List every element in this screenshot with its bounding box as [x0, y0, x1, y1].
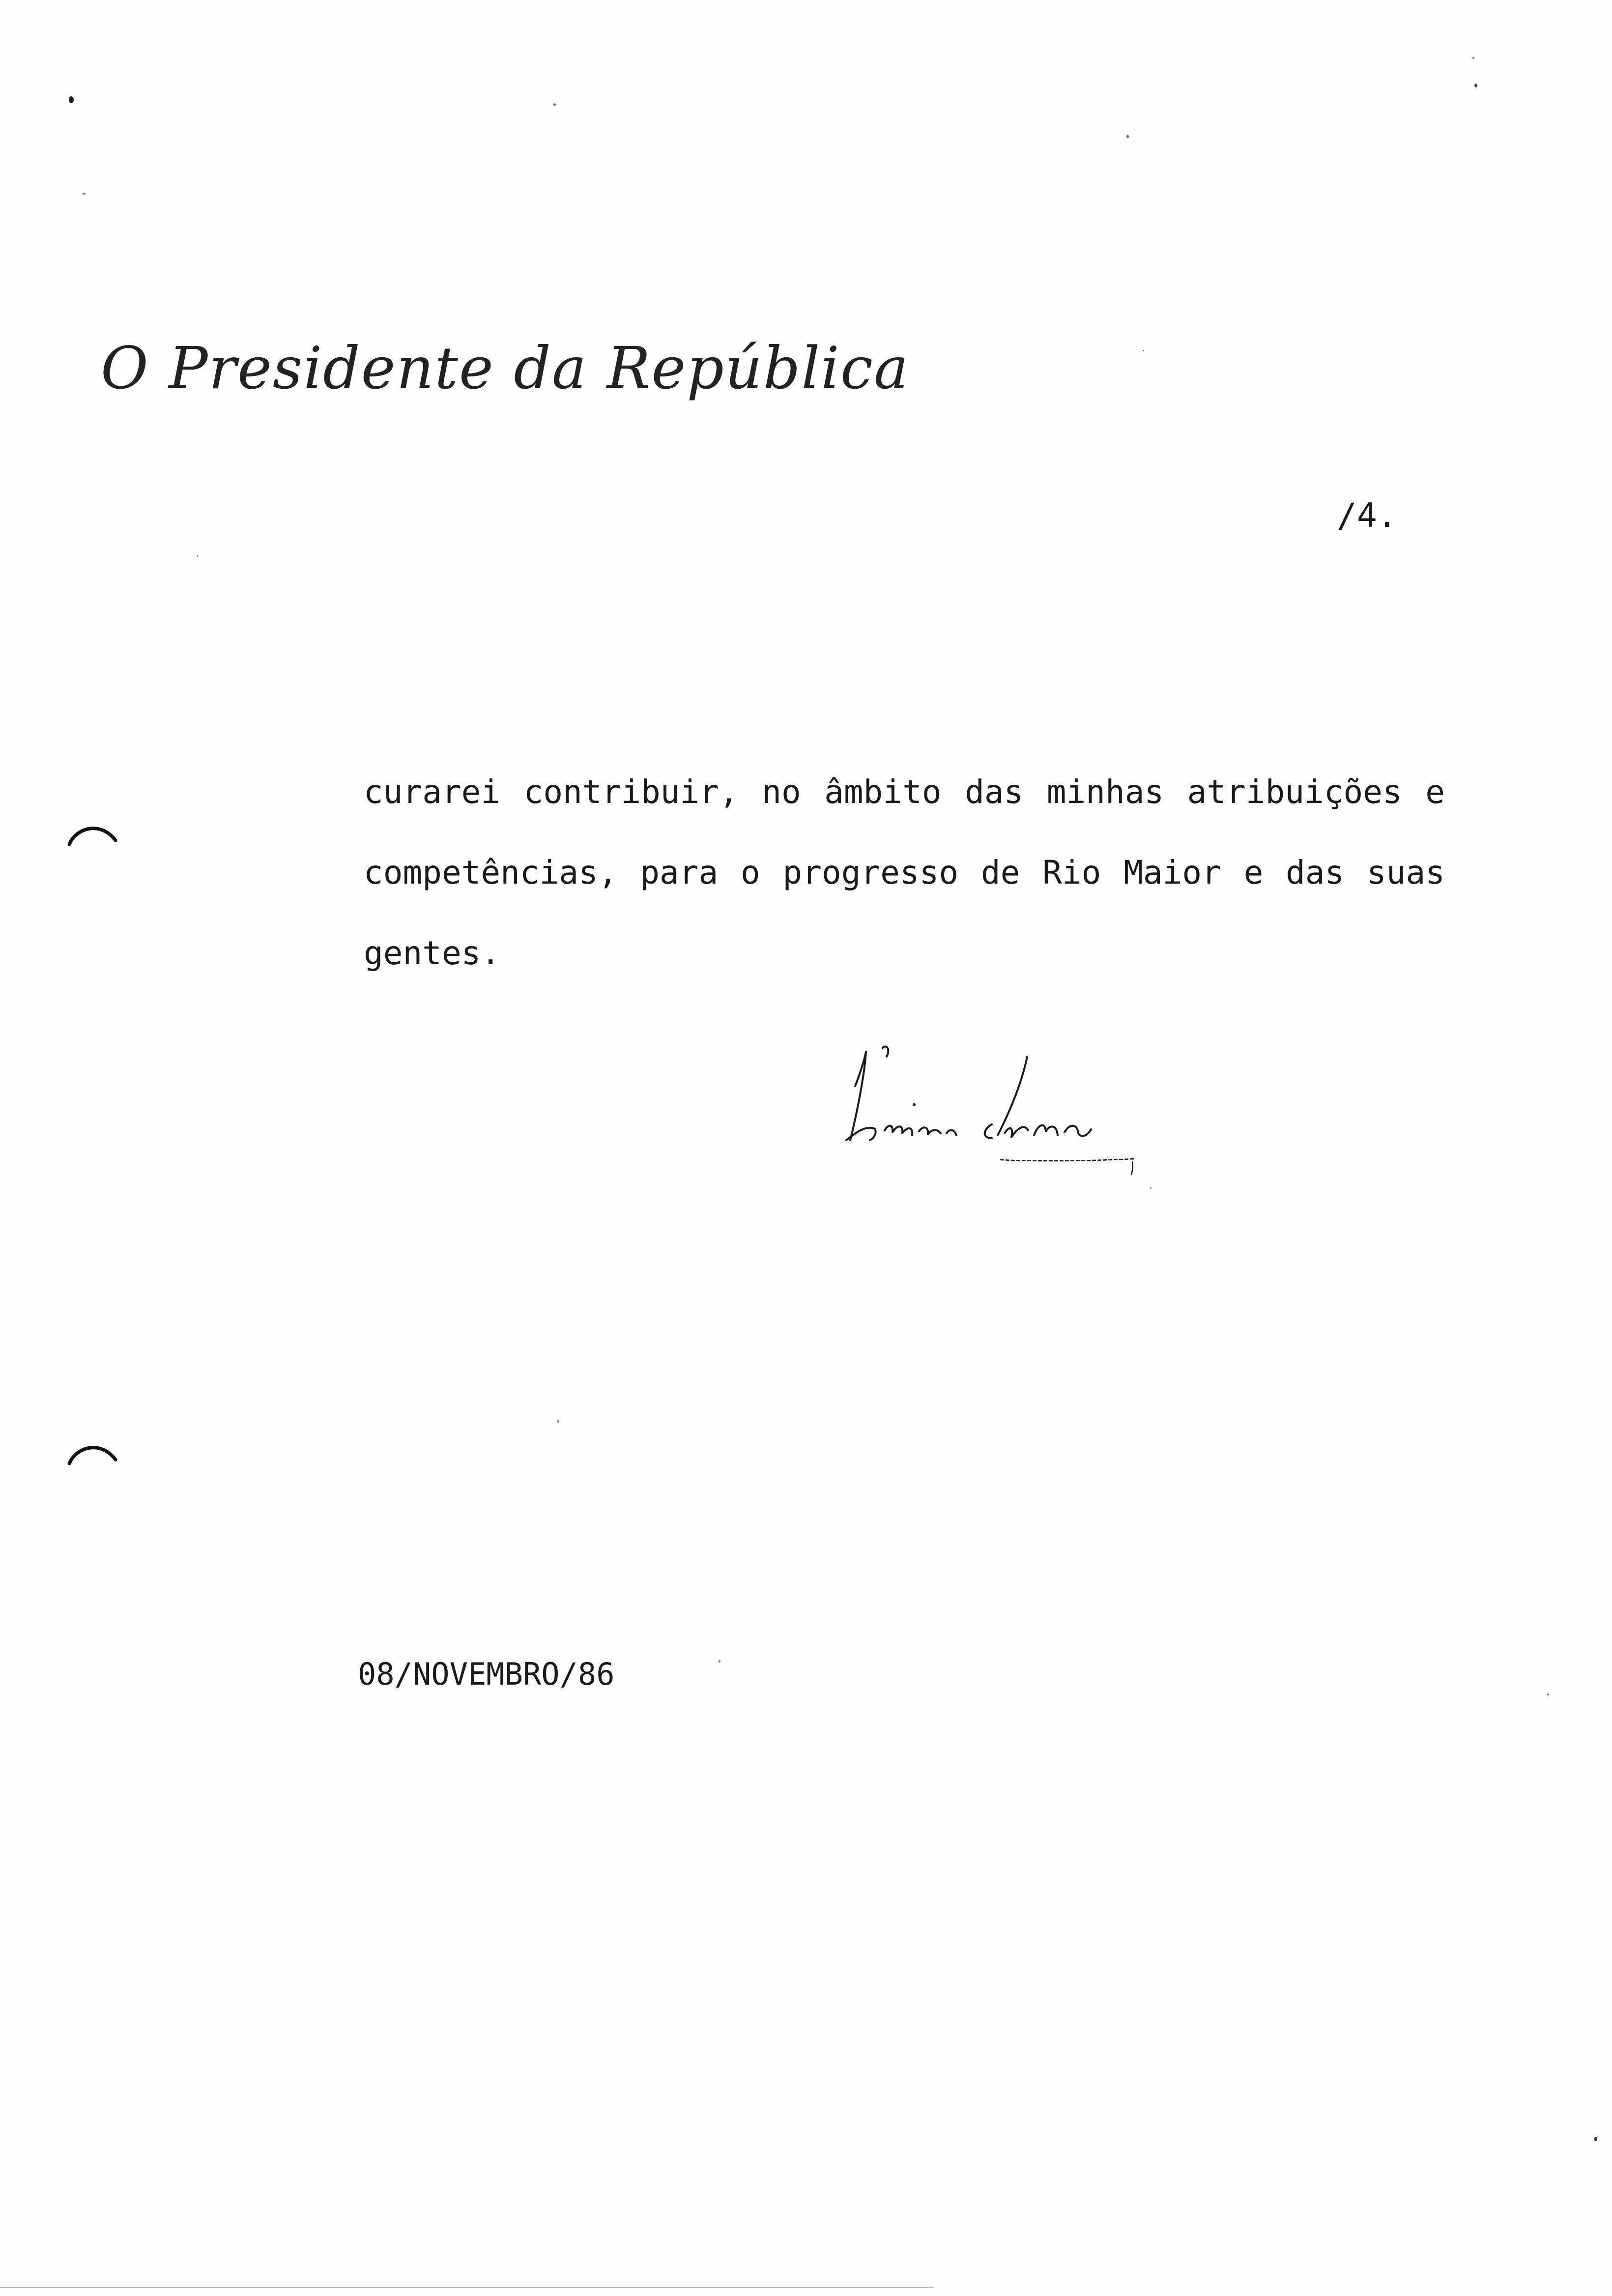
scan-speck — [83, 193, 86, 195]
body-paragraph — [364, 752, 1445, 994]
scan-speck — [1547, 1693, 1549, 1695]
letterhead: O Presidente da República — [101, 334, 910, 402]
scan-speck — [1474, 84, 1477, 87]
scan-speck — [197, 555, 198, 557]
scan-speck — [557, 1420, 559, 1423]
scan-speck — [1472, 57, 1474, 59]
scan-speck — [69, 96, 74, 103]
punch-hole-mark — [66, 821, 120, 850]
punch-hole-mark — [66, 1440, 120, 1469]
scan-speck — [1143, 350, 1144, 351]
scan-speck — [1126, 135, 1129, 138]
scan-speck — [553, 103, 556, 106]
date-line: 08/NOVEMBRO/86 — [358, 1656, 615, 1692]
body-line: gentes. — [364, 934, 501, 972]
scan-edge-line — [0, 2287, 934, 2288]
page-number: /4. — [1337, 496, 1397, 535]
scan-speck — [1594, 2137, 1597, 2141]
scan-speck — [719, 1660, 720, 1663]
body-line: curarei contribuir, no âmbito das minhas atribuições e — [364, 773, 1445, 811]
handwritten-signature — [835, 1042, 1160, 1179]
body-line: competências, para o progresso de Rio Maior e das suas — [364, 854, 1445, 891]
scan-speck — [1150, 1187, 1151, 1189]
